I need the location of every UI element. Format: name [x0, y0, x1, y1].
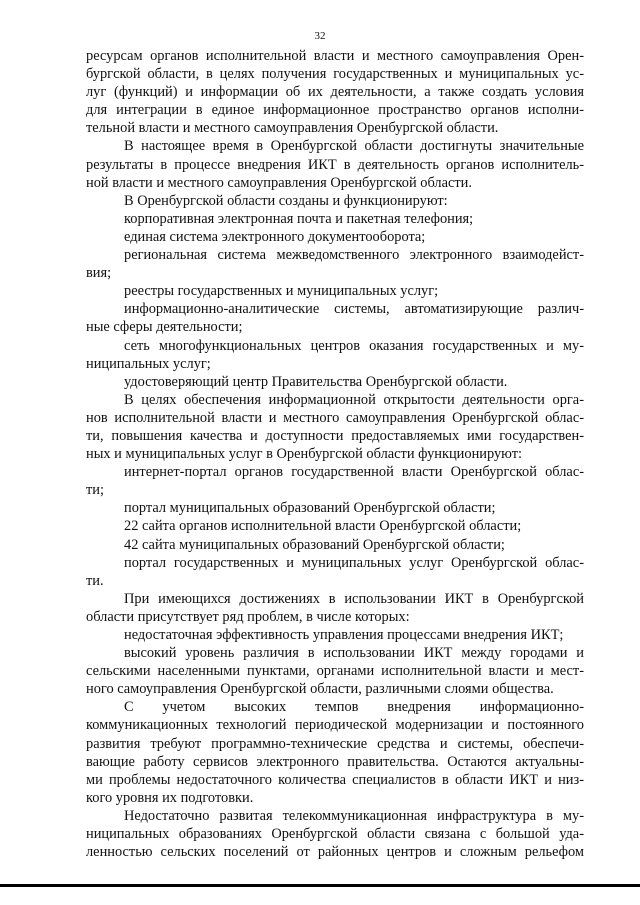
text-line: ных и муниципальных услуг в Оренбургской области функционируют:	[86, 446, 523, 463]
text-line: интернет-портал органов государственной власти Оренбургской облас-	[124, 464, 584, 481]
text-line: 42 сайта муниципальных образований Оренбургской области;	[124, 536, 505, 553]
text-line: ного самоуправления Оренбургской области, различными слоями общества.	[86, 681, 554, 698]
bottom-rule	[0, 884, 640, 887]
text-line: результаты в процессе внедрения ИКТ в деятельность органов исполнитель-	[86, 156, 584, 173]
text-line: высокий уровень различия в использовании ИКТ между городами и	[124, 645, 584, 662]
text-line: сеть многофункциональных центров оказания государственных и му-	[124, 337, 584, 354]
text-line: единая система электронного документооборота;	[124, 228, 426, 245]
body-text	[86, 47, 584, 861]
text-line: 22 сайта органов исполнительной власти Оренбургской области;	[124, 518, 522, 535]
text-line: информационно-аналитические системы, автоматизирующие различ-	[124, 301, 584, 318]
text-line: ниципальных образованиях Оренбургской области связана с большой уда-	[86, 826, 584, 843]
text-line: ти, повышения качества и доступности предоставляемых ими государствен-	[86, 427, 584, 444]
text-line: ресурсам органов исполнительной власти и местного самоуправления Орен-	[86, 48, 584, 64]
text-line: бургской области, в целях получения государственных и муниципальных ус-	[86, 66, 584, 83]
text-line: ные сферы деятельности;	[86, 319, 243, 336]
text-line: области присутствует ряд проблем, в числе которых:	[86, 608, 410, 625]
text-line: ми проблемы недостаточного количества специалистов в области ИКТ и низ-	[86, 771, 584, 788]
text-line: тельной власти и местного самоуправления Оренбургской области.	[86, 120, 499, 137]
text-line: ленностью сельских поселений от районных центров и сложным рельефом	[86, 844, 584, 861]
text-line: региональная система межведомственного электронного взаимодейст-	[124, 247, 584, 264]
text-line: развития требуют программно-технические средства и системы, обеспечи-	[86, 735, 584, 752]
text-line: портал государственных и муниципальных услуг Оренбургской облас-	[124, 554, 584, 571]
text-line: При имеющихся достижениях в использовании ИКТ в Оренбургской	[124, 590, 584, 607]
text-line: В Оренбургской области созданы и функционируют:	[124, 192, 448, 209]
text-line: ной власти и местного самоуправления Оренбургской области.	[86, 174, 472, 191]
text-line: Недостаточно развитая телекоммуникационная инфраструктура в му-	[124, 807, 584, 824]
text-line: сельскими населенными пунктами, органами исполнительной власти и мест-	[86, 663, 584, 680]
page-number: 32	[314, 30, 326, 42]
text-line: ти.	[86, 572, 104, 589]
text-line: В настоящее время в Оренбургской области достигнуты значительные	[124, 138, 584, 155]
text-line: ниципальных услуг;	[86, 355, 211, 372]
text-line: вающие работу сервисов электронного правительства. Остаются актуальны-	[86, 753, 584, 770]
text-line: удостоверяющий центр Правительства Оренбургской области.	[124, 373, 508, 390]
text-line: для интеграции в единое информационное пространство органов исполни-	[86, 102, 584, 119]
text-line: ти;	[86, 482, 104, 499]
text-line: коммуникационных технологий периодической модернизации и постоянного	[86, 717, 584, 734]
text-line: луг (функций) и информации об их деятельности, а также создать условия	[86, 84, 584, 101]
text-line: портал муниципальных образований Оренбургской области;	[124, 500, 496, 517]
text-line: кого уровня их подготовки.	[86, 789, 254, 806]
text-line: В целях обеспечения информационной открытости деятельности орга-	[124, 391, 584, 408]
text-line: вия;	[86, 265, 112, 282]
text-line: реестры государственных и муниципальных услуг;	[124, 283, 439, 300]
text-line: нов исполнительной власти и местного самоуправления Оренбургской облас-	[86, 409, 584, 426]
text-line: недостаточная эффективность управления процессами внедрения ИКТ;	[124, 627, 564, 643]
text-line: С учетом высоких темпов внедрения информационно-	[124, 699, 584, 716]
text-line: корпоративная электронная почта и пакетная телефония;	[124, 210, 474, 227]
